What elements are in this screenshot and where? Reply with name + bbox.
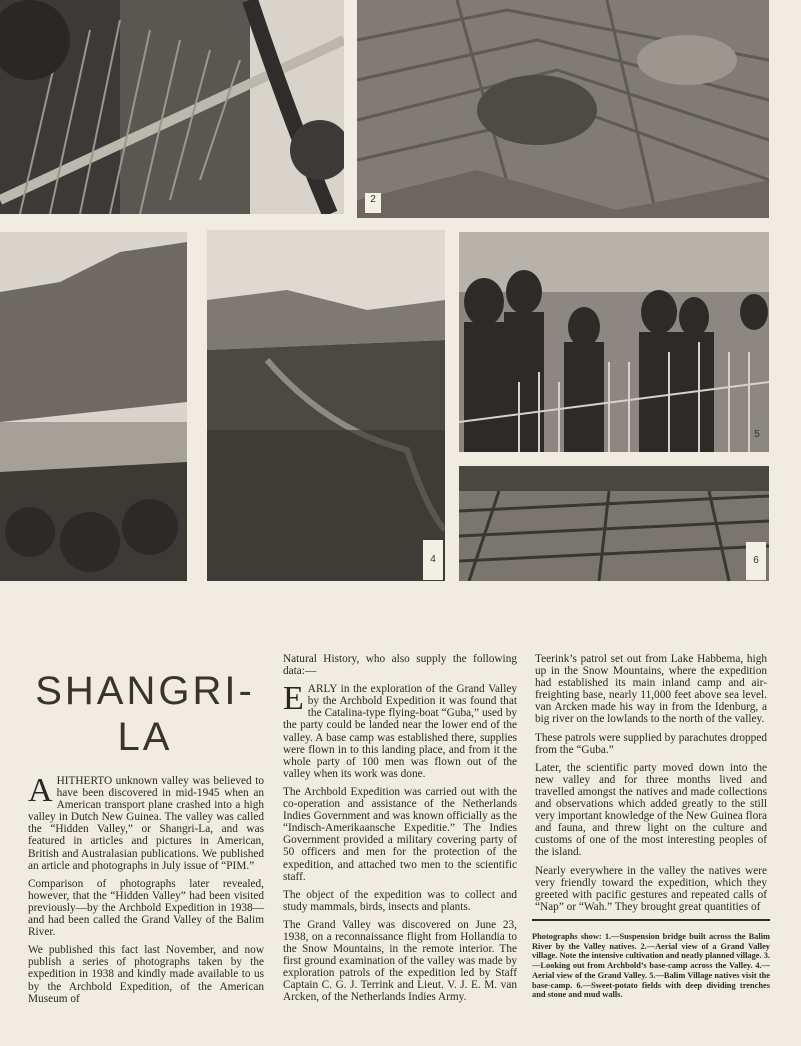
col3-paragraph-3: Later, the scientific party moved down into the new valley and for three months lived and travelled amongst the natives and made collections and observations which added greatly to the still very important knowledge of the New Guinea flora and fauna, and threw light on the culture and customs of one of the most interesting peoples of the island. — [535, 761, 767, 859]
photo-base-camp-view — [0, 232, 187, 581]
col1-paragraph-2: Comparison of photographs later revealed, however, that the “Hidden Valley” had been visited previously—by the Archbold Expedition in 1938—and had been called the Grand Valley of the Balim River. — [28, 877, 264, 939]
photo-number-4: 4 — [423, 540, 443, 580]
col2-paragraph-4: The Grand Valley was discovered on June 23, 1938, on a reconnaissance flight from Hollandia to the Snow Mountains, in the remote interior. The first ground examination of the valley was made by exploration patrols of the expedition led by Staff Captain C. G. J. Terrink and Lieut. V. J. E. M. van Arcken, of the Netherlands Indies Army. — [283, 918, 517, 1004]
photo-caption: Photographs show: 1.—Suspension bridge built across the Balim River by the Valley natives. 2.—Aerial view of a Grand Valley village. Note the intensive cultivation and neatly planned village. 3.—Looking out from Archbold’s base-camp across the Valley. 4.—Aerial view of the Grand Valley. 5.—Balim Village natives visit the base-camp. 6.—Sweet-potato fields with deep dividing trenches and stone and mud walls. — [532, 932, 770, 1000]
col3-paragraph-2: These patrols were supplied by parachutes dropped from the “Guba.” — [535, 731, 767, 756]
photo-sweet-potato-fields — [459, 466, 769, 581]
article-column-2 — [283, 653, 517, 1010]
photo-natives-base-camp — [459, 232, 769, 452]
photo-number-2: 2 — [365, 193, 381, 213]
col2-paragraph-1 — [283, 680, 517, 780]
col1-p1-text: HITHERTO unknown valley was believed to have been discovered in mid-1945 when an American transport plane crashed into a high valley in Dutch New Guinea. The valley was called the “Hidden Valley,” or Shangri-La, and was featured in articles and pictures in American, British and Australasian publications. We published an article and photographs in July issue of “PIM.” — [28, 775, 264, 872]
col1-paragraph-1 — [28, 772, 264, 872]
dropcap-a: A — [28, 772, 53, 809]
caption-rule — [532, 919, 770, 921]
col3-paragraph-4: Nearly everywhere in the valley the natives were very friendly toward the expedition, which they greeted with pacific gestures and repeated calls of “Nap” or “Wah.” They brought great quantities of — [535, 864, 767, 913]
photo-aerial-grand-valley — [207, 230, 445, 581]
col2-paragraph-3: The object of the expedition was to collect and study mammals, birds, insects and plants. — [283, 888, 517, 913]
photo-number-6: 6 — [746, 542, 766, 580]
photo-number-5: 5 — [754, 429, 760, 440]
article-column-1 — [28, 772, 264, 1011]
photo-suspension-bridge — [0, 0, 344, 214]
col2-paragraph-0: Natural History, who also supply the following data:— — [283, 653, 517, 678]
col2-p1-text: ARLY in the exploration of the Grand Valley by the Archbold Expedition it was found that the Catalina-type flying-boat “Guba,” used by the party could be landed near the lower end of the valley. A base camp was established there, supplies were flown in to this landing place, and from it the whole party of 100 men was flown out of the valley when its work was done. — [283, 683, 517, 780]
col2-paragraph-2: The Archbold Expedition was carried out with the co-operation and assistance of the Netherlands Indies Government and was known officially as the “Indisch-Amerikaansche Expeditie.” The Indies Government provided a military covering party of 50 officers and men for the protection of the expedition, and attached two men to the scientific staff. — [283, 785, 517, 883]
article-title: SHANGRI-LA — [35, 669, 255, 759]
dropcap-e: E — [283, 680, 304, 718]
col1-paragraph-3: We published this fact last November, and now publish a series of photographs taken by the expedition in 1938 and kindly made available to us by the Archbold Expedition, of the American Museum of — [28, 944, 264, 1005]
article-column-3 — [535, 653, 767, 919]
col3-paragraph-1: Teerink’s patrol set out from Lake Habbema, high up in the Snow Mountains, where the expedition had established its main inland camp and air-freighting base, nearly 11,000 feet above sea level. van Arcken made his way in from the Idenburg, a big river on the lowlands to the north of the valley. — [535, 653, 767, 726]
photo-aerial-village — [357, 0, 769, 218]
